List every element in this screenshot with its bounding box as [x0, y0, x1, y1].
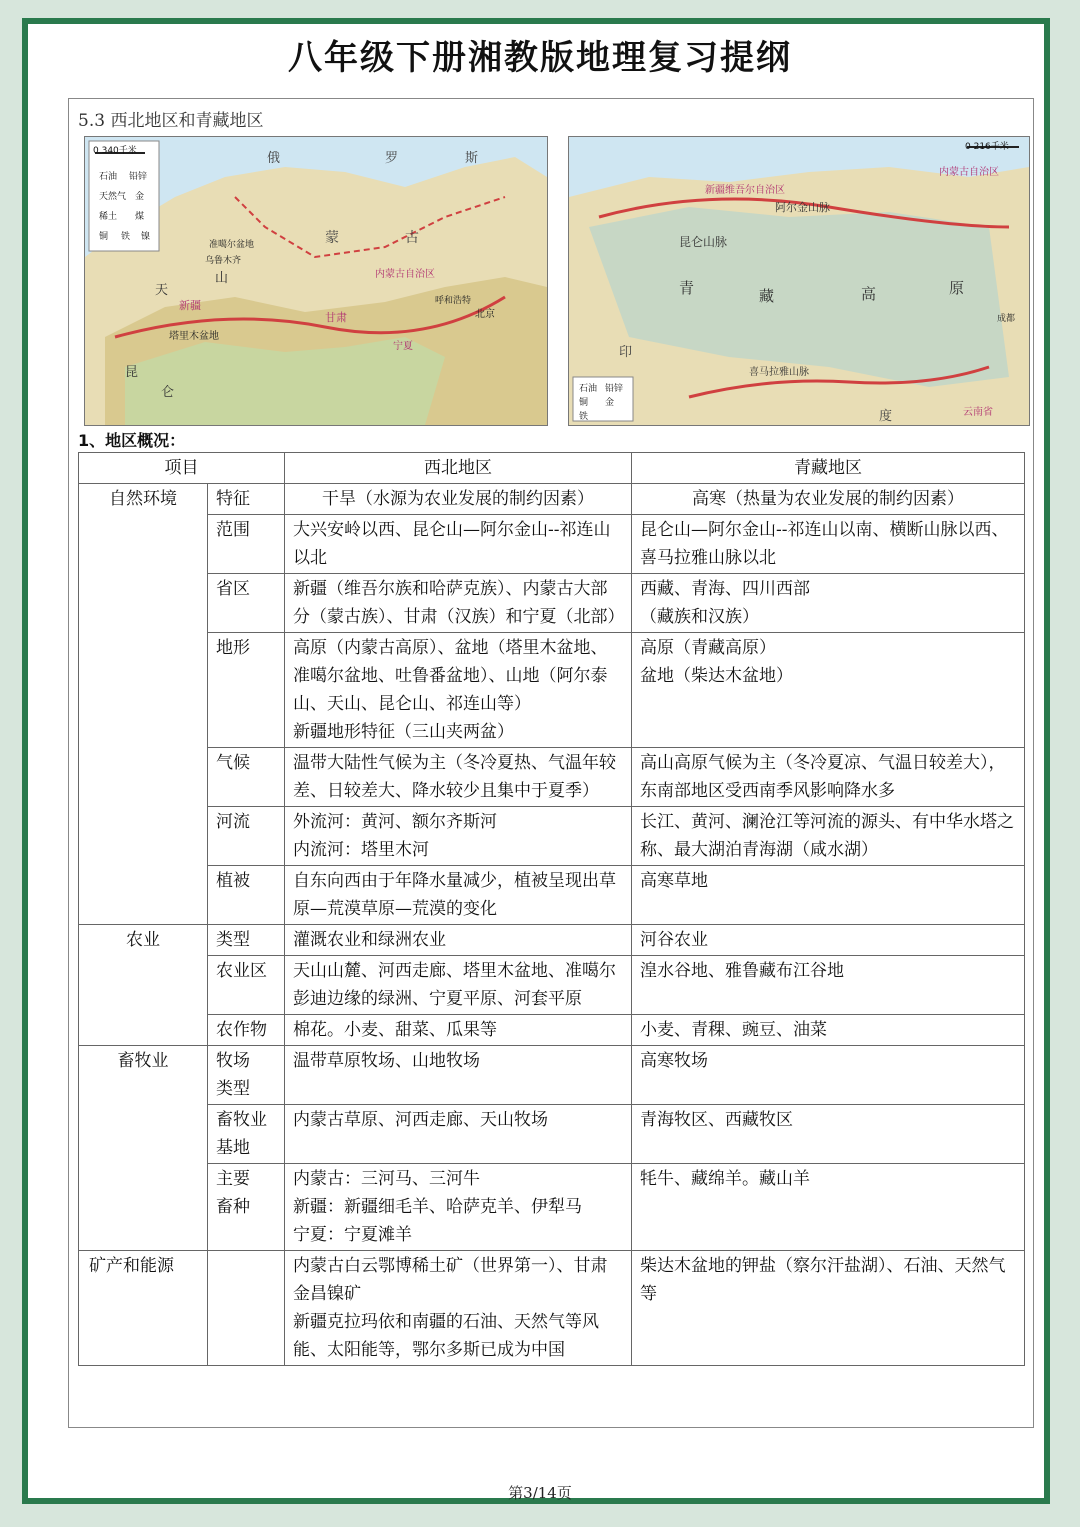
map-label-gu: 古: [405, 230, 419, 246]
cell-northwest: 内蒙古草原、河西走廊、天山牧场: [285, 1105, 632, 1164]
map-label-inner-mongolia: 内蒙古自治区: [375, 269, 435, 280]
row-item: 植被: [208, 866, 285, 925]
region-overview-table: [78, 452, 1025, 1366]
map-label-chengdu: 成都: [997, 314, 1016, 324]
map-label-zang: 藏: [759, 287, 775, 305]
map-label-yunnan: 云南省: [963, 407, 993, 418]
row-item: 范围: [208, 515, 285, 574]
cell-qinghai-tibet: 湟水谷地、雅鲁藏布江谷地: [632, 956, 1025, 1015]
legend-oil: 石油: [99, 172, 118, 182]
page-title: 八年级下册湘教版地理复习提纲: [288, 38, 792, 78]
legend-oil-right: 石油: [579, 384, 598, 394]
map-label-yin: 印: [619, 345, 633, 360]
map-label-qing: 青: [679, 279, 695, 297]
cell-qinghai-tibet: 长江、黄河、澜沧江等河流的源头、有中华水塔之称、最大湖泊青海湖（咸水湖）: [632, 807, 1025, 866]
cell-northwest: 棉花。小麦、甜菜、瓜果等: [285, 1015, 632, 1046]
legend-iron-right: 铁: [579, 412, 589, 422]
map-label-ningxia: 宁夏: [393, 341, 413, 352]
page-number: 第3/14页: [508, 1484, 572, 1502]
category-minerals-energy: 矿产和能源: [79, 1251, 208, 1366]
northwest-map: [84, 136, 548, 426]
cell-qinghai-tibet: 高寒牧场: [632, 1046, 1025, 1105]
legend-iron: 铁: [121, 232, 131, 242]
cell-northwest: 大兴安岭以西、昆仑山—阿尔金山--祁连山以北: [285, 515, 632, 574]
cell-qinghai-tibet: 柴达木盆地的钾盐（察尔汗盐湖）、石油、天然气等: [632, 1251, 1025, 1366]
cell-northwest: 高原（内蒙古高原）、盆地（塔里木盆地、准噶尔盆地、吐鲁番盆地）、山地（阿尔泰山、天山、昆仑山、祁连山等） 新疆地形特征（三山夹两盆）: [285, 633, 632, 748]
table-row: [79, 574, 1025, 633]
row-item: 气候: [208, 748, 285, 807]
cell-northwest: 干旱（水源为农业发展的制约因素）: [285, 484, 632, 515]
map-label-xinjiang: 新疆: [179, 299, 201, 312]
cell-qinghai-tibet: 高寒（热量为农业发展的制约因素）: [632, 484, 1025, 515]
table-row: [79, 748, 1025, 807]
table-row: [79, 1164, 1025, 1251]
cell-qinghai-tibet: 青海牧区、西藏牧区: [632, 1105, 1025, 1164]
cell-qinghai-tibet: 西藏、青海、四川西部 （藏族和汉族）: [632, 574, 1025, 633]
table-row: [79, 1046, 1025, 1105]
legend-gas: 天然气: [99, 192, 127, 202]
qinghai-tibet-map-scale: 0 216千米: [965, 142, 1009, 152]
row-item: 农业区: [208, 956, 285, 1015]
cell-northwest: 外流河：黄河、额尔齐斯河 内流河：塔里木河: [285, 807, 632, 866]
northwest-map-scale: 0 340千米: [93, 146, 137, 156]
map-label-beijing: 北京: [475, 309, 495, 320]
legend-gold: 金: [135, 192, 145, 202]
cell-northwest: 内蒙古白云鄂博稀土矿（世界第一）、甘肃金昌镍矿 新疆克拉玛依和南疆的石油、天然气等风能、太阳能等，鄂尔多斯已成为中国: [285, 1251, 632, 1366]
table-row: [79, 1105, 1025, 1164]
legend-nickel: 镍: [141, 232, 151, 242]
table-header-row: [79, 453, 1025, 484]
legend-rare-earth: 稀土: [99, 212, 118, 222]
map-label-luo: 罗: [385, 151, 399, 166]
row-item: 农作物: [208, 1015, 285, 1046]
header-item: 项目: [79, 453, 285, 484]
row-item: 河流: [208, 807, 285, 866]
qinghai-tibet-map: [568, 136, 1030, 426]
row-item: 主要 畜种: [208, 1164, 285, 1251]
header-qinghai-tibet: 青藏地区: [632, 453, 1025, 484]
map-label-altun: 阿尔金山脉: [775, 201, 830, 214]
map-label-tian: 天: [155, 283, 169, 298]
row-item: 牧场 类型: [208, 1046, 285, 1105]
table-row: [79, 484, 1025, 515]
category-animal-husbandry: 畜牧业: [79, 1046, 208, 1251]
row-item: 类型: [208, 925, 285, 956]
map-label-gansu: 甘肃: [325, 311, 347, 324]
map-label-inner-mongolia-right: 内蒙古自治区: [939, 167, 999, 178]
legend-gold-right: 金: [605, 398, 615, 408]
map-label-shan: 山: [215, 271, 229, 286]
cell-northwest: 内蒙古：三河马、三河牛 新疆：新疆细毛羊、哈萨克羊、伊犁马 宁夏：宁夏滩羊: [285, 1164, 632, 1251]
map-label-himalaya: 喜马拉雅山脉: [749, 367, 809, 378]
legend-copper: 铜: [99, 232, 109, 242]
legend-lead-zinc: 铅锌: [129, 172, 148, 182]
map-label-du: 度: [879, 409, 893, 424]
table-row: [79, 1251, 1025, 1366]
cell-qinghai-tibet: 高原（青藏高原） 盆地（柴达木盆地）: [632, 633, 1025, 748]
table-row: [79, 866, 1025, 925]
legend-lead-zinc-right: 铅锌: [605, 384, 624, 394]
map-label-yuan: 原: [949, 279, 965, 297]
cell-northwest: 温带大陆性气候为主（冬冷夏热、气温年较差、日较差大、降水较少且集中于夏季）: [285, 748, 632, 807]
cell-northwest: 天山山麓、河西走廊、塔里木盆地、准噶尔彭迪边缘的绿洲、宁夏平原、河套平原: [285, 956, 632, 1015]
map-label-si: 斯: [465, 151, 479, 166]
legend-coal: 煤: [135, 212, 145, 222]
header-northwest: 西北地区: [285, 453, 632, 484]
section-heading: 5.3 西北地区和青藏地区: [78, 111, 264, 131]
map-label-meng: 蒙: [325, 230, 339, 246]
map-label-gao: 高: [861, 285, 877, 303]
map-label-e: 俄: [267, 151, 281, 166]
table-row: [79, 956, 1025, 1015]
cell-northwest: 自东向西由于年降水量减少，植被呈现出草原—荒漠草原—荒漠的变化: [285, 866, 632, 925]
row-item: 省区: [208, 574, 285, 633]
row-item: 特征: [208, 484, 285, 515]
category-natural-environment: 自然环境: [79, 484, 208, 925]
table-row: [79, 633, 1025, 748]
cell-northwest: 灌溉农业和绿洲农业: [285, 925, 632, 956]
cell-qinghai-tibet: 昆仑山—阿尔金山--祁连山以南、横断山脉以西、喜马拉雅山脉以北: [632, 515, 1025, 574]
map-label-kunlun: 昆仑山脉: [679, 235, 728, 249]
cell-northwest: 温带草原牧场、山地牧场: [285, 1046, 632, 1105]
row-item: 畜牧业 基地: [208, 1105, 285, 1164]
legend-copper-right: 铜: [579, 398, 589, 408]
map-label-xinjiang-right: 新疆维吾尔自治区: [705, 185, 785, 196]
map-label-tarim: 塔里木盆地: [169, 331, 219, 342]
cell-qinghai-tibet: 牦牛、藏绵羊。藏山羊: [632, 1164, 1025, 1251]
category-agriculture: 农业: [79, 925, 208, 1046]
cell-northwest: 新疆（维吾尔族和哈萨克族）、内蒙古大部分（蒙古族）、甘肃（汉族）和宁夏（北部）: [285, 574, 632, 633]
row-item: [208, 1251, 285, 1366]
map-label-hohhot: 呼和浩特: [435, 296, 472, 306]
map-label-kun: 昆: [125, 365, 139, 380]
map-label-lun: 仑: [161, 385, 175, 400]
overview-heading: 1、地区概况：: [78, 431, 186, 450]
map-label-junggar: 准噶尔盆地: [209, 240, 255, 250]
cell-qinghai-tibet: 高寒草地: [632, 866, 1025, 925]
table-row: [79, 1015, 1025, 1046]
cell-qinghai-tibet: 河谷农业: [632, 925, 1025, 956]
row-item: 地形: [208, 633, 285, 748]
cell-qinghai-tibet: 小麦、青稞、豌豆、油菜: [632, 1015, 1025, 1046]
cell-qinghai-tibet: 高山高原气候为主（冬冷夏凉、气温日较差大），东南部地区受西南季风影响降水多: [632, 748, 1025, 807]
table-row: [79, 515, 1025, 574]
table-row: [79, 807, 1025, 866]
map-label-urumqi: 乌鲁木齐: [205, 256, 242, 266]
table-row: [79, 925, 1025, 956]
